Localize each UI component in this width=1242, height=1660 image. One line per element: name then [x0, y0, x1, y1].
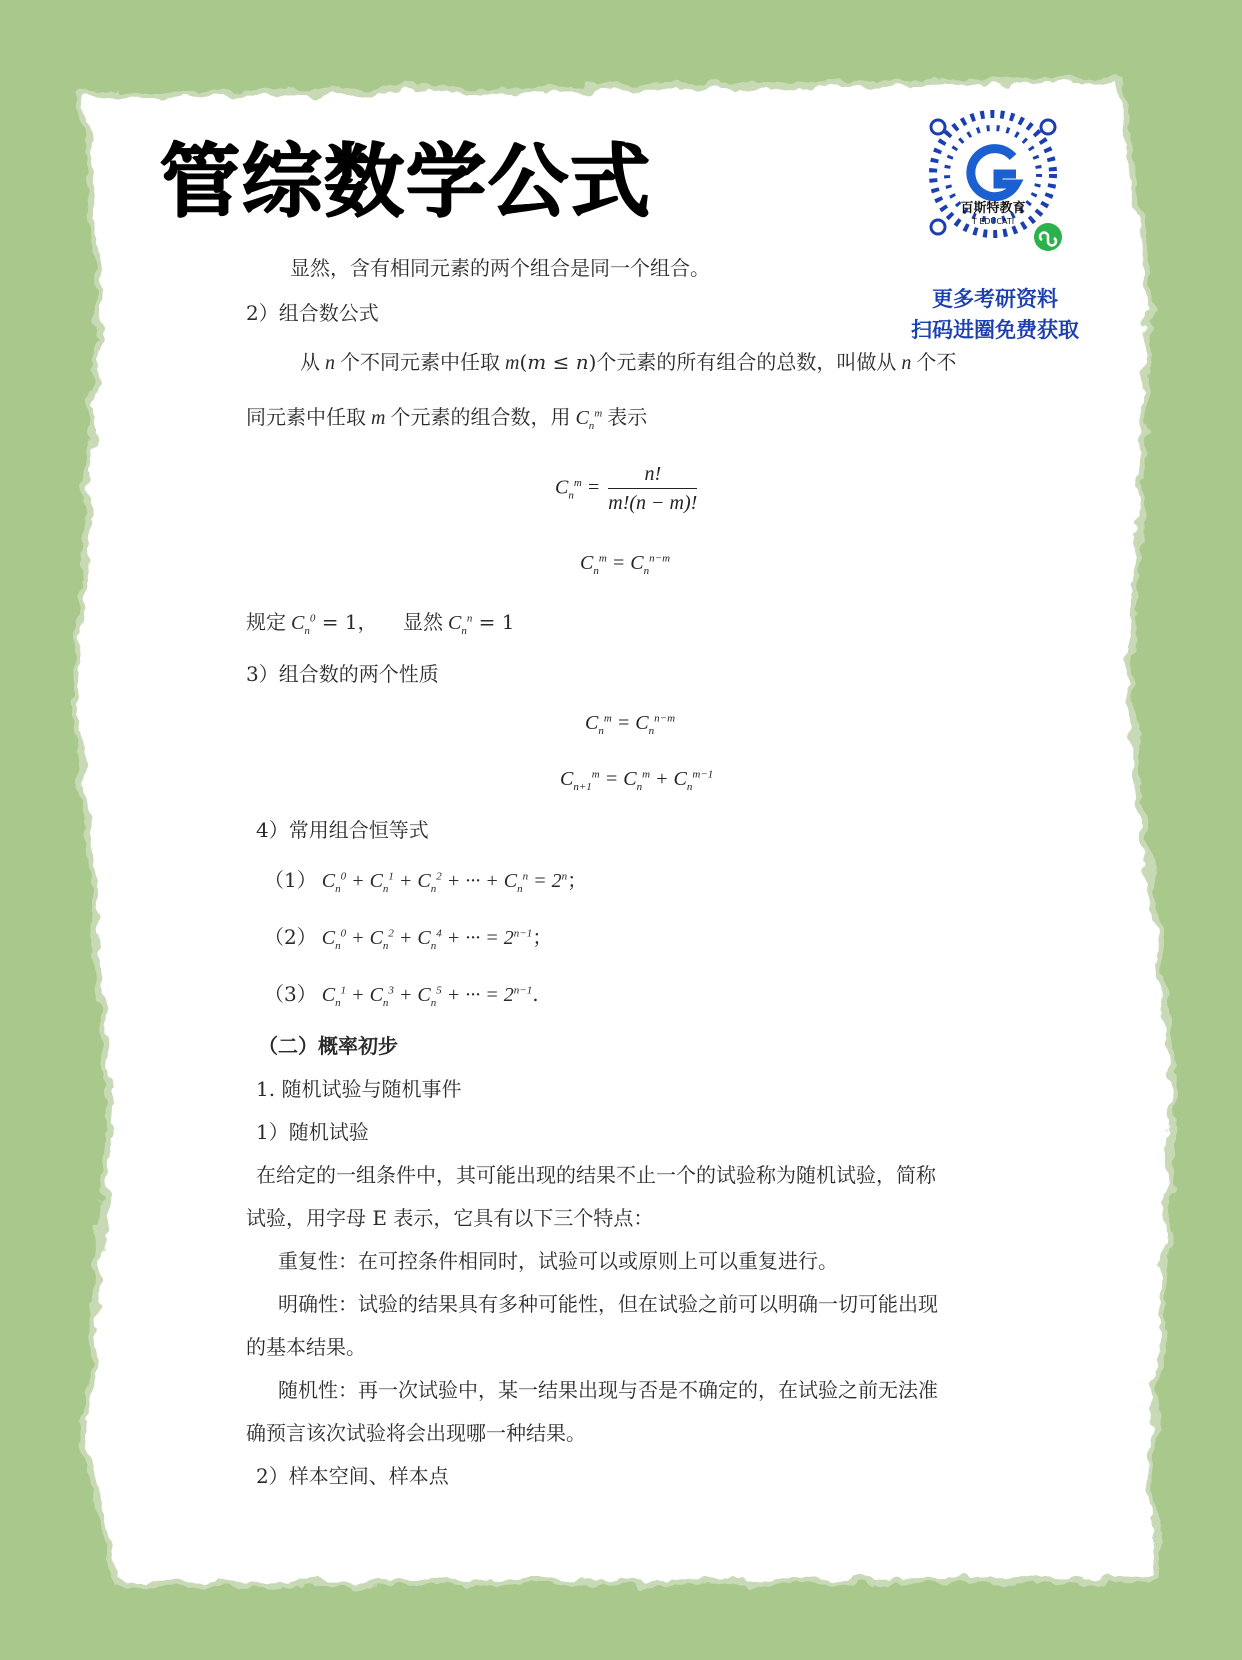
identity-3: （3） $C_n^1 + C_n^3 + C_n^5$ + ··· = $2^{n-1}$. — [264, 982, 539, 1009]
qr-brand-text: 百斯特教育 — [960, 201, 1026, 216]
text-line: 明确性：试验的结果具有多种可能性，但在试验之前可以明确一切可能出现 — [278, 1292, 938, 1316]
text-line: 3）组合数的两个性质 — [246, 662, 439, 686]
formula-property-1: $C_n^m = C_n^{n-m}$ — [585, 712, 676, 737]
formula-symmetry: $C_n^m = C_n^{n-m}$ — [580, 552, 671, 577]
text-line: 随机性：再一次试验中，某一结果出现与否是不确定的，在试验之前无法准 — [278, 1378, 938, 1402]
text-line: 1）随机试验 — [256, 1120, 369, 1144]
text-line: 显然，含有相同元素的两个组合是同一个组合。 — [290, 256, 710, 280]
section-heading: （二）概率初步 — [258, 1034, 398, 1058]
qr-caption-line1: 更多考研资料 — [932, 286, 1058, 311]
text-line: 1. 随机试验与随机事件 — [256, 1077, 462, 1101]
text-line: 确预言该次试验将会出现哪一种结果。 — [246, 1421, 586, 1445]
formula-combination: $C_n^m$ = $\frac{n!}{m!(n - m)!}$ — [555, 463, 698, 514]
text-line: 的基本结果。 — [246, 1335, 366, 1359]
text-line: 规定 $C_n^0 = 1$， 显然 $C_n^n = 1$ — [246, 610, 515, 637]
formula-property-2: $C_{n+1}^m = C_n^m + C_n^{m-1}$ — [560, 768, 714, 793]
identity-1: （1） $C_n^0 + C_n^1 + C_n^2$ + ··· + $C_n^n = 2^n$； — [264, 868, 588, 895]
text-line: 2）样本空间、样本点 — [256, 1464, 449, 1488]
qr-caption-line2: 扫码进圈免费获取 — [911, 317, 1079, 342]
text-line: 在给定的一组条件中，其可能出现的结果不止一个的试验称为随机试验，简称 — [256, 1163, 936, 1187]
text-line: 同元素中任取 m 个元素的组合数，用 $C_n^m$ 表示 — [246, 405, 648, 432]
qr-code-image[interactable] — [898, 102, 1088, 272]
text-line: 从 n 个不同元素中任取 m(m ≤ n)个元素的所有组合的总数，叫做从 n 个不 — [300, 350, 957, 374]
text-line: 试验，用字母 E 表示，它具有以下三个特点： — [246, 1206, 654, 1230]
text-line: 2）组合数公式 — [246, 301, 379, 325]
identity-2: （2） $C_n^0 + C_n^2 + C_n^4$ + ··· = $2^{n-1}$； — [264, 925, 553, 952]
text-line: 4）常用组合恒等式 — [256, 818, 429, 842]
text-line: 重复性：在可控条件相同时，试验可以或原则上可以重复进行。 — [278, 1249, 838, 1273]
page-title: 管综数学公式 — [160, 135, 652, 228]
qr-brand-en-text: T EDUCATI — [971, 217, 1015, 226]
